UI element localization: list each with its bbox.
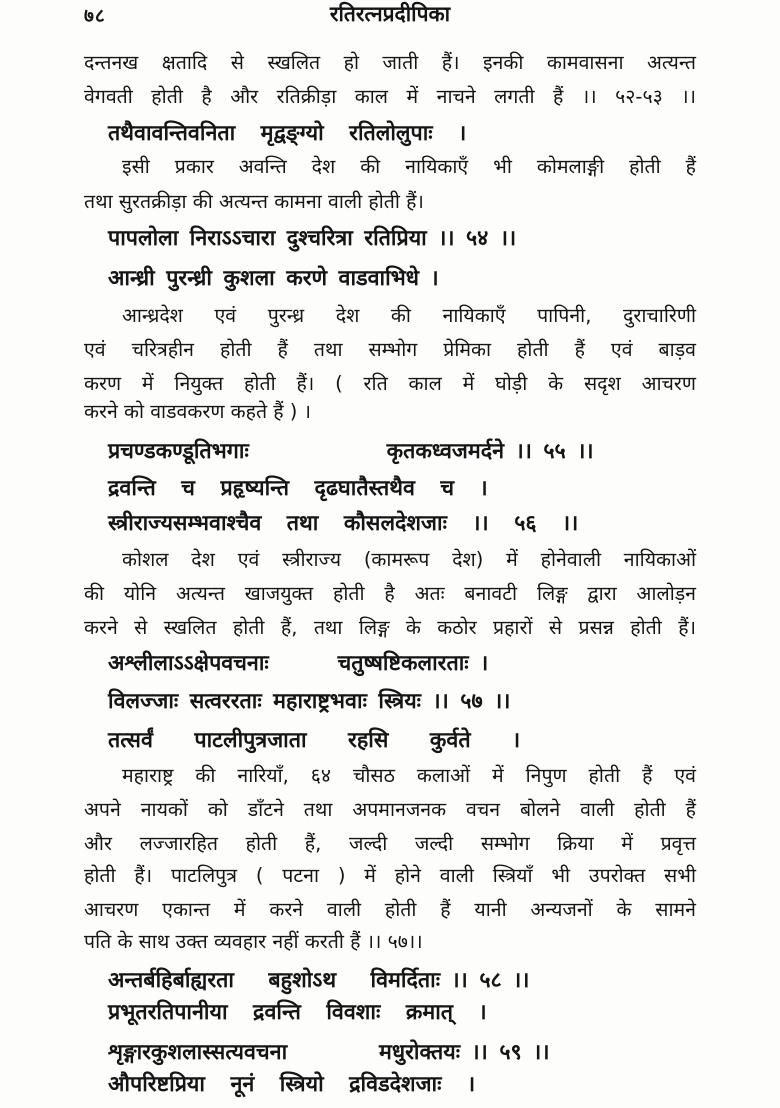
verse-line: आन्ध्री पुरन्ध्री कुशला करणे वाडवाभिधे ।: [108, 266, 439, 291]
prose-line: होती हैं। पाटलिपुत्र ( पटना ) में होने वाली स्त्रियाँ भी उपरोक्त सभी: [84, 864, 696, 887]
verse-line: अश्लीलाऽऽक्षेपवचनाः चतुष्षष्टिकलारताः ।: [108, 651, 489, 676]
prose-line: वेगवती होती है और रतिक्रीड़ा काल में नाचने लगती हैं ।। ५२-५३ ।।: [84, 85, 696, 108]
prose-line: करने से स्खलित होती हैं, तथा लिङ्ग के कठोर प्रहारों से प्रसन्न होती हैं।: [84, 616, 696, 639]
page-header: [0, 0, 780, 34]
page-number: ७८: [84, 5, 106, 27]
prose-line: करण में नियुक्त होती हैं। ( रति काल में घोड़ी के सदृश आचरण: [84, 372, 696, 395]
verse-line: प्रचण्डकण्डूतिभगाः कृतकध्वजमर्दने ।। ५५ ।।: [108, 439, 594, 464]
verse-line: अन्तर्बहिर्बाह्यरता बहुशोऽथ विमर्दिताः ।। ५८ ।।: [108, 968, 530, 993]
prose-line: एवं चरित्रहीन होती हैं तथा सम्भोग प्रेमिका होती हैं एवं बाड़व: [84, 338, 696, 361]
verse-line: तत्सर्वं पाटलीपुत्रजाता रहसि कुर्वते ।: [108, 728, 521, 753]
verse-line: स्त्रीराज्यसम्भवाश्चैव तथा कौसलदेशजाः ।। ५६ ।।: [108, 511, 579, 536]
prose-line: की योनि अत्यन्त खाजयुक्त होती है अतः बनावटी लिङ्ग द्वारा आलोड़न: [84, 582, 696, 605]
prose-line: इसी प्रकार अवन्ति देश की नायिकाएँ भी कोमलाङ्गी होती हैं: [122, 155, 696, 178]
prose-line: पति के साथ उक्त व्यवहार नहीं करती हैं ।। ५७।।: [84, 930, 423, 953]
verse-line: पापलोला निराऽऽचारा दुश्चरित्रा रतिप्रिया ।। ५४ ।।: [108, 226, 517, 251]
prose-line: करने को वाडवकरण कहते हैं ) ।: [84, 400, 312, 423]
prose-line: तथा सुरतक्रीड़ा की अत्यन्त कामना वाली होती हैं।: [84, 190, 424, 213]
prose-line: कोशल देश एवं स्त्रीराज्य (कामरूप देश) में होनेवाली नायिकाओं: [122, 548, 696, 571]
prose-line: और लज्जारहित होती हैं, जल्दी जल्दी सम्भोग क्रिया में प्रवृत्त: [84, 832, 696, 855]
running-title: रतिरत्नप्रदीपिका: [329, 2, 451, 26]
verse-line: औपरिष्टप्रिया नूनं स्त्रियो द्रविडदेशजाः ।: [108, 1072, 476, 1097]
prose-line: अपने नायकों को डाँटने तथा अपमानजनक वचन बोलने वाली होती हैं: [84, 798, 696, 821]
prose-line: महाराष्ट्र की नारियाँ, ६४ चौसठ कलाओं में निपुण होती हैं एवं: [122, 764, 696, 787]
prose-line: आन्ध्रदेश एवं पुरन्ध्र देश की नायिकाएँ पापिनी, दुराचारिणी: [122, 304, 696, 327]
verse-line: तथैवावन्तिवनिता मृद्वङ्ग्यो रतिलोलुपाः ।: [108, 121, 467, 146]
verse-line: शृङ्गारकुशलास्सत्यवचना मधुरोक्तयः ।। ५९ ।।: [108, 1040, 550, 1065]
verse-line: विलज्जाः सत्वररताः महाराष्ट्रभवाः स्त्रियः ।। ५७ ।।: [108, 689, 511, 714]
prose-line: दन्तनख क्षतादि से स्खलित हो जाती हैं। इनकी कामवासना अत्यन्त: [84, 51, 696, 74]
verse-line: द्रवन्ति च प्रहृष्यन्ति दृढघातैस्तथैव च ।: [108, 476, 488, 501]
verse-line: प्रभूतरतिपानीया द्रवन्ति विवशाः क्रमात् ।: [108, 1000, 487, 1025]
prose-line: आचरण एकान्त में करने वाली होती हैं यानी अन्यजनों के सामने: [84, 898, 696, 921]
